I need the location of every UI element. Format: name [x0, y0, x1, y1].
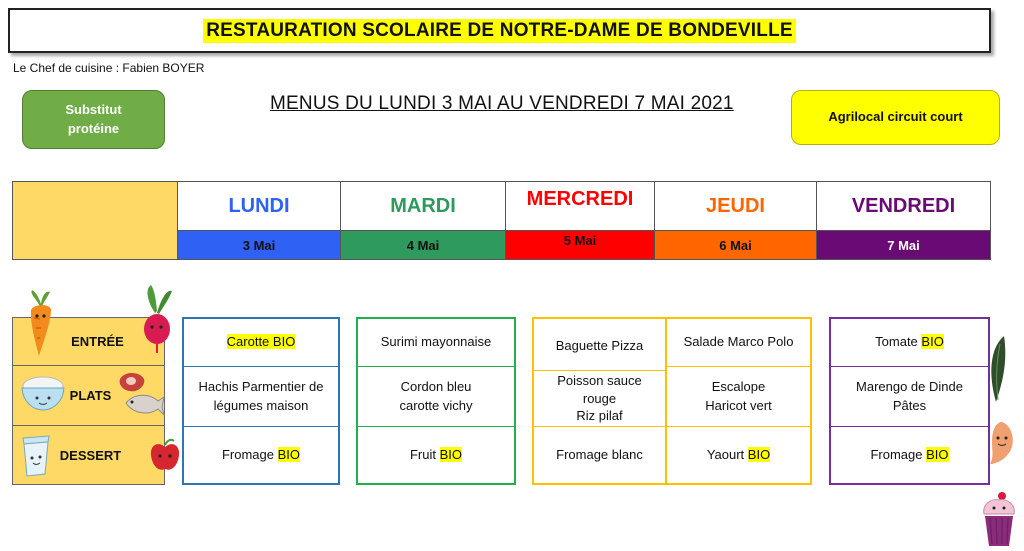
menu-week-title: MENUS DU LUNDI 3 MAI AU VENDREDI 7 MAI 2021 — [270, 93, 734, 114]
day-header-monday — [178, 182, 341, 259]
rice-bowl-icon — [19, 372, 67, 412]
wednesday-dessert: Fromage blanc — [556, 446, 643, 462]
menu-cell-friday-starter — [831, 319, 988, 367]
bio-badge: BIO — [439, 446, 463, 462]
day-name-wednesday: MERCREDI — [506, 182, 654, 230]
protein-legend-line2: protéine — [67, 120, 120, 136]
menu-cell-friday-main — [831, 367, 988, 427]
leafy-green-icon — [986, 334, 1008, 404]
menu-cell-wednesday-main — [534, 371, 665, 427]
monday-main-line1: Hachis Parmentier de — [198, 378, 324, 394]
menu-cell-tuesday-starter — [358, 319, 514, 367]
menu-cell-monday-dessert — [184, 427, 338, 483]
day-name-thursday: JEUDI — [655, 182, 816, 230]
title-banner — [8, 8, 991, 53]
menu-block-monday — [182, 317, 340, 485]
tuesday-dessert: Fruit — [409, 446, 436, 462]
bio-badge: BIO — [926, 446, 949, 462]
menu-cell-wednesday-dessert — [534, 427, 665, 483]
menu-cell-monday-main — [184, 367, 338, 427]
tuesday-main-line1: Cordon bleu — [400, 378, 472, 394]
bio-badge: BIO — [921, 334, 944, 350]
monday-starter: Carotte — [226, 334, 270, 350]
monday-dessert: Fromage — [221, 446, 274, 462]
row-label-main-text: PLATS — [69, 388, 112, 403]
agrilocal-legend-text: Agrilocal circuit court — [828, 109, 963, 125]
tuesday-main-line2: carotte vichy — [399, 397, 473, 413]
row-label-dessert-text: DESSERT — [59, 447, 122, 463]
day-header-thursday — [655, 182, 817, 259]
menu-block-friday — [829, 317, 990, 485]
protein-substitute-legend — [22, 90, 165, 149]
apple-icon — [148, 437, 182, 473]
menu-cell-thursday-dessert — [667, 427, 810, 483]
wednesday-starter: Baguette Pizza — [555, 338, 644, 354]
chef-name: Le Chef de cuisine : Fabien BOYER — [13, 61, 205, 75]
menu-block-wednesday-thursday — [532, 317, 812, 485]
meat-fish-icon — [116, 369, 166, 419]
monday-main-line2: légumes maison — [213, 397, 309, 413]
row-label-starter-text: ENTRÉE — [71, 334, 124, 349]
menu-cell-tuesday-dessert — [358, 427, 514, 483]
cupcake-icon — [978, 490, 1020, 548]
menu-cell-monday-starter — [184, 319, 338, 367]
day-header-friday — [817, 182, 990, 259]
menu-cell-wednesday-starter — [534, 323, 665, 371]
day-name-monday: LUNDI — [178, 182, 340, 230]
menu-block-tuesday — [356, 317, 516, 485]
wednesday-main-line3: Riz pilaf — [576, 408, 623, 424]
menu-cell-thursday-main — [667, 367, 810, 427]
friday-starter: Tomate — [875, 334, 918, 350]
day-date-monday: 3 Mai — [178, 230, 340, 259]
bio-badge: BIO — [277, 446, 301, 462]
thursday-main-line2: Haricot vert — [705, 397, 772, 413]
day-name-friday: VENDREDI — [817, 182, 990, 230]
friday-dessert: Fromage — [870, 446, 923, 462]
wednesday-main-line2: rouge — [582, 390, 617, 406]
bio-badge: BIO — [272, 334, 296, 350]
day-date-wednesday: 5 Mai — [506, 230, 654, 259]
menu-cell-friday-dessert — [831, 427, 988, 483]
protein-legend-line1: Substitut — [65, 101, 122, 117]
day-header-tuesday — [341, 182, 506, 259]
menu-cell-thursday-starter — [667, 319, 810, 367]
yogurt-icon — [19, 432, 53, 478]
days-header — [12, 181, 991, 260]
radish-icon — [137, 283, 175, 355]
fruit-character-icon — [988, 420, 1016, 466]
agrilocal-legend — [791, 90, 1000, 145]
friday-main-line1: Marengo de Dinde — [856, 378, 963, 394]
wednesday-main-line1: Poisson sauce — [557, 373, 642, 389]
thursday-dessert: Yaourt — [706, 446, 745, 462]
day-date-tuesday: 4 Mai — [341, 230, 505, 259]
thursday-main-line1: Escalope — [711, 378, 766, 394]
tuesday-starter: Surimi mayonnaise — [380, 334, 492, 350]
day-header-wednesday — [506, 182, 655, 259]
day-name-tuesday: MARDI — [341, 182, 505, 230]
friday-main-line2: Pâtes — [892, 397, 927, 413]
day-date-thursday: 6 Mai — [655, 230, 816, 259]
thursday-starter: Salade Marco Polo — [683, 334, 794, 350]
carrot-icon — [24, 288, 58, 358]
bio-badge: BIO — [747, 446, 771, 462]
day-date-friday: 7 Mai — [817, 230, 990, 259]
page-title: RESTAURATION SCOLAIRE DE NOTRE-DAME DE BONDEVILLE — [203, 19, 796, 43]
days-header-corner — [13, 182, 178, 259]
menu-cell-tuesday-main — [358, 367, 514, 427]
